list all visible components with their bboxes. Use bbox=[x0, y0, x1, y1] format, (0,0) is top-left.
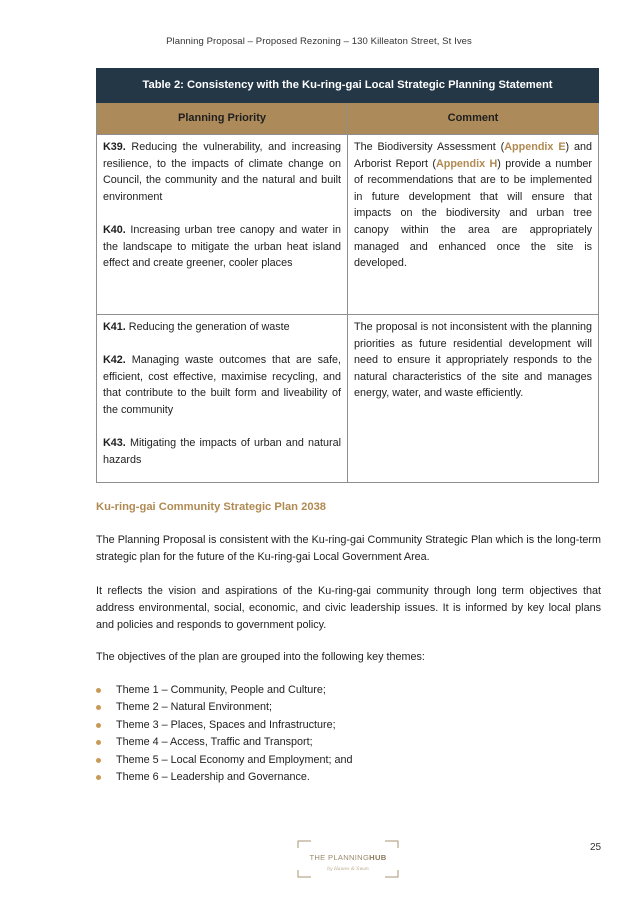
appendix-h-link[interactable]: Appendix H bbox=[435, 157, 498, 170]
theme-text: Theme 2 – Natural Environment; bbox=[116, 701, 273, 714]
theme-text: Theme 5 – Local Economy and Employment; and bbox=[116, 753, 353, 766]
priority-text: Mitigating the impacts of urban and natural hazards bbox=[103, 437, 341, 466]
bullet-icon bbox=[96, 740, 101, 745]
priority-item bbox=[103, 139, 341, 205]
list-item bbox=[96, 699, 352, 716]
table-row bbox=[97, 315, 599, 483]
table-title: Table 2: Consistency with the Ku-ring-gai Local Strategic Planning Statement bbox=[97, 69, 599, 103]
comment-cell bbox=[348, 135, 599, 315]
priority-code: K39. bbox=[103, 141, 126, 153]
list-item bbox=[96, 717, 352, 734]
priority-text: Increasing urban tree canopy and water in the landscape to mitigate the urban heat island effect and create greener, cooler places bbox=[103, 223, 341, 270]
logo-tagline: by Hawes & Swan bbox=[327, 867, 369, 872]
planning-hub-logo bbox=[297, 840, 399, 878]
column-header-comment: Comment bbox=[348, 103, 599, 135]
priority-text: Reducing the generation of waste bbox=[125, 321, 290, 333]
paragraph: The objectives of the plan are grouped into the following key themes: bbox=[96, 651, 425, 663]
bullet-icon bbox=[96, 705, 101, 710]
priority-code: K41. bbox=[103, 321, 126, 333]
section-title: Ku-ring-gai Community Strategic Plan 2038 bbox=[96, 501, 327, 513]
priority-item bbox=[103, 435, 341, 468]
priority-code: K42. bbox=[103, 354, 126, 367]
appendix-e-link[interactable]: Appendix E bbox=[504, 141, 566, 153]
theme-text: Theme 1 – Community, People and Culture; bbox=[116, 684, 326, 696]
list-item bbox=[96, 682, 352, 699]
bullet-icon bbox=[96, 723, 101, 728]
page-number: 25 bbox=[590, 842, 602, 853]
comment-text: ) provide a number of recommendations that are to be implemented in future development that will ensure that impacts on the biodiversity and urban tree canopy within the area are appropriately managed and enhanced once the site is developed. bbox=[354, 157, 593, 270]
consistency-table bbox=[96, 68, 599, 483]
priority-text: Managing waste outcomes that are safe, efficient, cost effective, maximise recycling, and that contribute to the built form and liveability of the community bbox=[103, 354, 341, 416]
list-item bbox=[96, 769, 352, 786]
theme-text: Theme 4 – Access, Traffic and Transport; bbox=[116, 736, 313, 749]
theme-text: Theme 6 – Leadership and Governance. bbox=[116, 771, 310, 784]
bullet-icon bbox=[96, 775, 101, 780]
priority-item bbox=[103, 352, 341, 418]
logo-wordmark: THE PLANNINGHUB bbox=[309, 853, 387, 862]
comment-text: ) and Arborist Report ( bbox=[354, 141, 593, 170]
list-item bbox=[96, 752, 352, 769]
priority-item bbox=[103, 319, 341, 336]
paragraph: The Planning Proposal is consistent with the Ku-ring-gai Community Strategic Plan which is the long-term strategic plan for the future of the Ku-ring-gai Local Government Area. bbox=[96, 534, 601, 563]
theme-text: Theme 3 – Places, Spaces and Infrastructure; bbox=[116, 718, 336, 731]
priority-code: K43. bbox=[103, 437, 126, 450]
table-row bbox=[97, 135, 599, 315]
bullet-icon bbox=[96, 758, 101, 763]
bullet-icon bbox=[96, 688, 101, 693]
comment-cell: The proposal is not inconsistent with the planning priorities as future residential development will need to ensure it appropriately responds to the natural characteristics of the site and manages energy, water, and waste efficiently. bbox=[348, 315, 599, 483]
planning-priority-cell bbox=[97, 315, 348, 483]
column-header-planning-priority: Planning Priority bbox=[97, 103, 348, 135]
planning-priority-cell bbox=[97, 135, 348, 315]
priority-code: K40. bbox=[103, 223, 126, 236]
page-header: Planning Proposal – Proposed Rezoning – 130 Killeaton Street, St Ives bbox=[166, 36, 472, 47]
priority-item bbox=[103, 222, 341, 272]
themes-list bbox=[96, 682, 352, 786]
comment-text: The Biodiversity Assessment ( bbox=[354, 141, 505, 153]
paragraph: It reflects the vision and aspirations of the Ku-ring-gai community through long term objectives that address environmental, social, economic, and civic leadership issues. It is informed by key local plans and policies and responds to government policy. bbox=[96, 585, 601, 631]
priority-text: Reducing the vulnerability, and increasing resilience, to the impacts of climate change on Council, the community and the natural and built environment bbox=[103, 141, 341, 203]
list-item bbox=[96, 734, 352, 751]
